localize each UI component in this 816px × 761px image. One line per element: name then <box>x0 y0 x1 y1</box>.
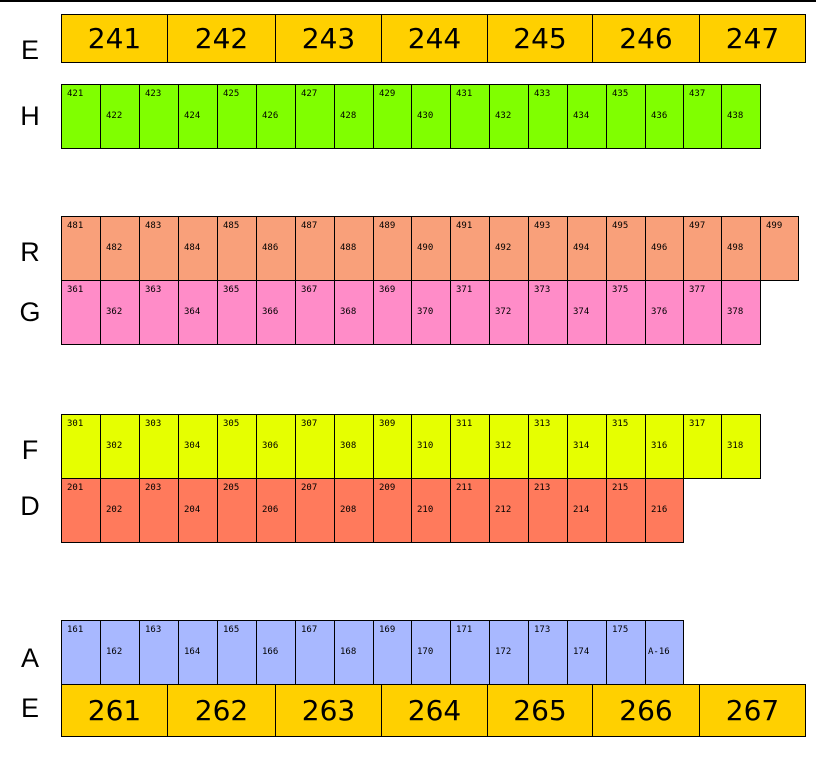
seat-313[interactable] <box>528 414 568 479</box>
seat-number: 165 <box>223 625 240 635</box>
seat-number: 438 <box>727 111 744 121</box>
seat-number: 497 <box>689 221 706 231</box>
seat-number: 174 <box>573 647 590 657</box>
seat-368[interactable] <box>334 280 374 345</box>
seat-203[interactable] <box>139 478 179 543</box>
seat-number: 364 <box>184 307 201 317</box>
seat-number: 173 <box>534 625 551 635</box>
seat-490[interactable] <box>411 216 451 281</box>
seat-number: 315 <box>612 419 629 429</box>
seat-489[interactable] <box>373 216 412 281</box>
seat-207[interactable] <box>295 478 335 543</box>
seat-366[interactable] <box>256 280 296 345</box>
seat-317[interactable] <box>683 414 722 479</box>
seat-481[interactable] <box>61 216 101 281</box>
seat-number: 318 <box>727 441 744 451</box>
seat-243[interactable] <box>275 14 382 63</box>
seat-165[interactable] <box>217 620 257 685</box>
seat-375[interactable] <box>606 280 646 345</box>
seat-167[interactable] <box>295 620 335 685</box>
seat-number: 495 <box>612 221 629 231</box>
seat-494[interactable] <box>567 216 607 281</box>
seat-number: 373 <box>534 285 551 295</box>
seat-a-16[interactable] <box>645 620 684 685</box>
seat-373[interactable] <box>528 280 568 345</box>
seat-211[interactable] <box>450 478 490 543</box>
seat-number: 209 <box>379 483 396 493</box>
seat-number: 212 <box>495 505 512 515</box>
seat-number: 423 <box>145 89 162 99</box>
seat-number: 491 <box>456 221 473 231</box>
seat-493[interactable] <box>528 216 568 281</box>
seat-number: 362 <box>106 307 123 317</box>
seat-number: 243 <box>301 22 356 55</box>
seat-215[interactable] <box>606 478 646 543</box>
seat-number: 436 <box>651 111 668 121</box>
seat-163[interactable] <box>139 620 179 685</box>
seat-370[interactable] <box>411 280 451 345</box>
seat-206[interactable] <box>256 478 296 543</box>
seat-498[interactable] <box>721 216 761 281</box>
seat-372[interactable] <box>489 280 529 345</box>
seat-212[interactable] <box>489 478 529 543</box>
seat-number: 309 <box>379 419 396 429</box>
seat-437[interactable] <box>683 84 722 149</box>
seat-number: 262 <box>194 694 249 727</box>
seat-number: 305 <box>223 419 240 429</box>
seat-number: 202 <box>106 505 123 515</box>
seat-number: 214 <box>573 505 590 515</box>
seat-486[interactable] <box>256 216 296 281</box>
seat-378[interactable] <box>721 280 761 345</box>
seat-number: 494 <box>573 243 590 253</box>
seat-307[interactable] <box>295 414 335 479</box>
seat-number: 492 <box>495 243 512 253</box>
seat-173[interactable] <box>528 620 568 685</box>
seat-316[interactable] <box>645 414 684 479</box>
seat-number: 421 <box>67 89 84 99</box>
seat-302[interactable] <box>100 414 140 479</box>
seat-number: 317 <box>689 419 706 429</box>
seat-265[interactable] <box>487 684 593 737</box>
seat-495[interactable] <box>606 216 646 281</box>
seat-429[interactable] <box>373 84 412 149</box>
row-label-d: D <box>20 491 40 521</box>
seat-number: 367 <box>301 285 318 295</box>
seat-number: 201 <box>67 483 84 493</box>
seat-304[interactable] <box>178 414 218 479</box>
seat-number: 490 <box>417 243 434 253</box>
seat-376[interactable] <box>645 280 684 345</box>
seat-216[interactable] <box>645 478 684 543</box>
seat-number: 216 <box>651 505 668 515</box>
seat-266[interactable] <box>592 684 700 737</box>
seat-number: 306 <box>262 441 279 451</box>
seat-431[interactable] <box>450 84 490 149</box>
row-label-r: R <box>20 237 40 267</box>
seat-number: 484 <box>184 243 201 253</box>
seat-number: 361 <box>67 285 84 295</box>
row-label-e-top: E <box>20 35 39 65</box>
seat-number: 493 <box>534 221 551 231</box>
seat-433[interactable] <box>528 84 568 149</box>
seat-number: 427 <box>301 89 318 99</box>
seat-number: 204 <box>184 505 201 515</box>
seat-number: 244 <box>407 22 462 55</box>
seat-number: 267 <box>725 694 780 727</box>
seat-number: 242 <box>194 22 249 55</box>
seat-371[interactable] <box>450 280 490 345</box>
seat-363[interactable] <box>139 280 179 345</box>
seat-422[interactable] <box>100 84 140 149</box>
seat-number: 163 <box>145 625 162 635</box>
seat-number: 206 <box>262 505 279 515</box>
seat-number: 266 <box>619 694 673 727</box>
seat-425[interactable] <box>217 84 257 149</box>
seat-number: 481 <box>67 221 84 231</box>
seat-number: 371 <box>456 285 473 295</box>
seat-309[interactable] <box>373 414 412 479</box>
seat-430[interactable] <box>411 84 451 149</box>
seat-number: 482 <box>106 243 123 253</box>
seat-172[interactable] <box>489 620 529 685</box>
seat-362[interactable] <box>100 280 140 345</box>
seat-number: 483 <box>145 221 162 231</box>
seat-number: 498 <box>727 243 744 253</box>
seat-number: 303 <box>145 419 162 429</box>
seat-247[interactable] <box>699 14 806 63</box>
seat-number: 203 <box>145 483 162 493</box>
seat-number: 377 <box>689 285 706 295</box>
seat-242[interactable] <box>167 14 276 63</box>
seat-303[interactable] <box>139 414 179 479</box>
seat-number: 489 <box>379 221 396 231</box>
seat-168[interactable] <box>334 620 374 685</box>
row-label-g: G <box>19 297 41 327</box>
seat-number: 374 <box>573 307 590 317</box>
seat-367[interactable] <box>295 280 335 345</box>
seat-175[interactable] <box>606 620 646 685</box>
seat-262[interactable] <box>167 684 276 737</box>
seat-number: 205 <box>223 483 240 493</box>
seat-number: 366 <box>262 307 279 317</box>
seat-311[interactable] <box>450 414 490 479</box>
seat-484[interactable] <box>178 216 218 281</box>
seat-number: A-16 <box>648 647 670 657</box>
seat-number: 499 <box>766 221 783 231</box>
seat-number: 263 <box>301 694 356 727</box>
seat-number: 313 <box>534 419 551 429</box>
seat-161[interactable] <box>61 620 101 685</box>
seat-number: 431 <box>456 89 473 99</box>
seat-number: 167 <box>301 625 318 635</box>
seat-170[interactable] <box>411 620 451 685</box>
seat-number: 363 <box>145 285 162 295</box>
seat-number: 210 <box>417 505 434 515</box>
top-border-line <box>0 0 816 2</box>
seat-488[interactable] <box>334 216 374 281</box>
seat-number: 211 <box>456 483 473 493</box>
seat-485[interactable] <box>217 216 257 281</box>
seat-374[interactable] <box>567 280 607 345</box>
seat-205[interactable] <box>217 478 257 543</box>
seat-number: 422 <box>106 111 123 121</box>
seat-number: 312 <box>495 441 512 451</box>
seat-number: 496 <box>651 243 668 253</box>
seat-number: 264 <box>407 694 462 727</box>
seat-number: 434 <box>573 111 590 121</box>
seat-432[interactable] <box>489 84 529 149</box>
seat-number: 213 <box>534 483 551 493</box>
seat-261[interactable] <box>61 684 168 737</box>
seat-434[interactable] <box>567 84 607 149</box>
seat-number: 168 <box>340 647 357 657</box>
seat-number: 302 <box>106 441 123 451</box>
seat-369[interactable] <box>373 280 412 345</box>
seat-number: 378 <box>727 307 744 317</box>
seat-315[interactable] <box>606 414 646 479</box>
seat-263[interactable] <box>275 684 382 737</box>
seat-361[interactable] <box>61 280 101 345</box>
seat-427[interactable] <box>295 84 335 149</box>
seat-number: 433 <box>534 89 551 99</box>
seat-number: 376 <box>651 307 668 317</box>
seat-number: 310 <box>417 441 434 451</box>
seat-491[interactable] <box>450 216 490 281</box>
seat-number: 372 <box>495 307 512 317</box>
seat-166[interactable] <box>256 620 296 685</box>
seat-245[interactable] <box>487 14 593 63</box>
seat-number: 368 <box>340 307 357 317</box>
seat-314[interactable] <box>567 414 607 479</box>
seat-209[interactable] <box>373 478 412 543</box>
seat-301[interactable] <box>61 414 101 479</box>
seat-number: 171 <box>456 625 473 635</box>
seat-number: 365 <box>223 285 240 295</box>
seat-number: 437 <box>689 89 706 99</box>
seat-428[interactable] <box>334 84 374 149</box>
seat-426[interactable] <box>256 84 296 149</box>
seat-number: 175 <box>612 625 629 635</box>
seat-number: 487 <box>301 221 318 231</box>
seat-number: 241 <box>87 22 142 55</box>
seat-number: 488 <box>340 243 357 253</box>
seat-number: 486 <box>262 243 279 253</box>
seat-264[interactable] <box>381 684 488 737</box>
seat-number: 164 <box>184 647 201 657</box>
seat-number: 430 <box>417 111 434 121</box>
seat-number: 208 <box>340 505 357 515</box>
seat-number: 304 <box>184 441 201 451</box>
seat-number: 424 <box>184 111 201 121</box>
seat-number: 432 <box>495 111 512 121</box>
seat-308[interactable] <box>334 414 374 479</box>
seat-number: 314 <box>573 441 590 451</box>
seat-365[interactable] <box>217 280 257 345</box>
seat-483[interactable] <box>139 216 179 281</box>
seat-number: 161 <box>67 625 84 635</box>
seat-244[interactable] <box>381 14 488 63</box>
seat-306[interactable] <box>256 414 296 479</box>
seat-number: 428 <box>340 111 357 121</box>
seat-318[interactable] <box>721 414 761 479</box>
seat-number: 370 <box>417 307 434 317</box>
seat-number: 166 <box>262 647 279 657</box>
seat-164[interactable] <box>178 620 218 685</box>
seat-number: 162 <box>106 647 123 657</box>
seat-number: 169 <box>379 625 396 635</box>
row-label-a: A <box>20 643 39 673</box>
seat-487[interactable] <box>295 216 335 281</box>
row-label-e-bottom: E <box>20 693 39 723</box>
seat-number: 265 <box>513 694 567 727</box>
seat-208[interactable] <box>334 478 374 543</box>
seat-number: 215 <box>612 483 629 493</box>
seat-number: 307 <box>301 419 318 429</box>
seat-267[interactable] <box>699 684 806 737</box>
seat-number: 485 <box>223 221 240 231</box>
seat-364[interactable] <box>178 280 218 345</box>
seat-213[interactable] <box>528 478 568 543</box>
seat-number: 426 <box>262 111 279 121</box>
seat-482[interactable] <box>100 216 140 281</box>
seat-number: 375 <box>612 285 629 295</box>
seat-436[interactable] <box>645 84 684 149</box>
seat-number: 207 <box>301 483 318 493</box>
seat-305[interactable] <box>217 414 257 479</box>
seat-number: 429 <box>379 89 396 99</box>
seat-204[interactable] <box>178 478 218 543</box>
seat-210[interactable] <box>411 478 451 543</box>
seat-435[interactable] <box>606 84 646 149</box>
seat-214[interactable] <box>567 478 607 543</box>
seat-171[interactable] <box>450 620 490 685</box>
seat-497[interactable] <box>683 216 722 281</box>
seat-438[interactable] <box>721 84 761 149</box>
seat-246[interactable] <box>592 14 700 63</box>
seat-424[interactable] <box>178 84 218 149</box>
seat-number: 435 <box>612 89 629 99</box>
seat-423[interactable] <box>139 84 179 149</box>
seat-number: 261 <box>87 694 142 727</box>
seat-162[interactable] <box>100 620 140 685</box>
seat-201[interactable] <box>61 478 101 543</box>
seat-number: 246 <box>619 22 673 55</box>
seat-241[interactable] <box>61 14 168 63</box>
seat-number: 301 <box>67 419 84 429</box>
seat-377[interactable] <box>683 280 722 345</box>
seat-number: 172 <box>495 647 512 657</box>
seat-492[interactable] <box>489 216 529 281</box>
seat-number: 245 <box>513 22 567 55</box>
seat-number: 308 <box>340 441 357 451</box>
seat-312[interactable] <box>489 414 529 479</box>
seat-174[interactable] <box>567 620 607 685</box>
seat-number: 247 <box>725 22 780 55</box>
seat-number: 316 <box>651 441 668 451</box>
seat-496[interactable] <box>645 216 684 281</box>
seat-202[interactable] <box>100 478 140 543</box>
seat-169[interactable] <box>373 620 412 685</box>
seat-number: 369 <box>379 285 396 295</box>
seat-number: 425 <box>223 89 240 99</box>
seat-number: 311 <box>456 419 473 429</box>
row-label-h: H <box>20 101 40 131</box>
seat-number: 170 <box>417 647 434 657</box>
seat-310[interactable] <box>411 414 451 479</box>
seat-421[interactable] <box>61 84 101 149</box>
seat-499[interactable] <box>760 216 799 281</box>
row-label-f: F <box>21 435 39 465</box>
